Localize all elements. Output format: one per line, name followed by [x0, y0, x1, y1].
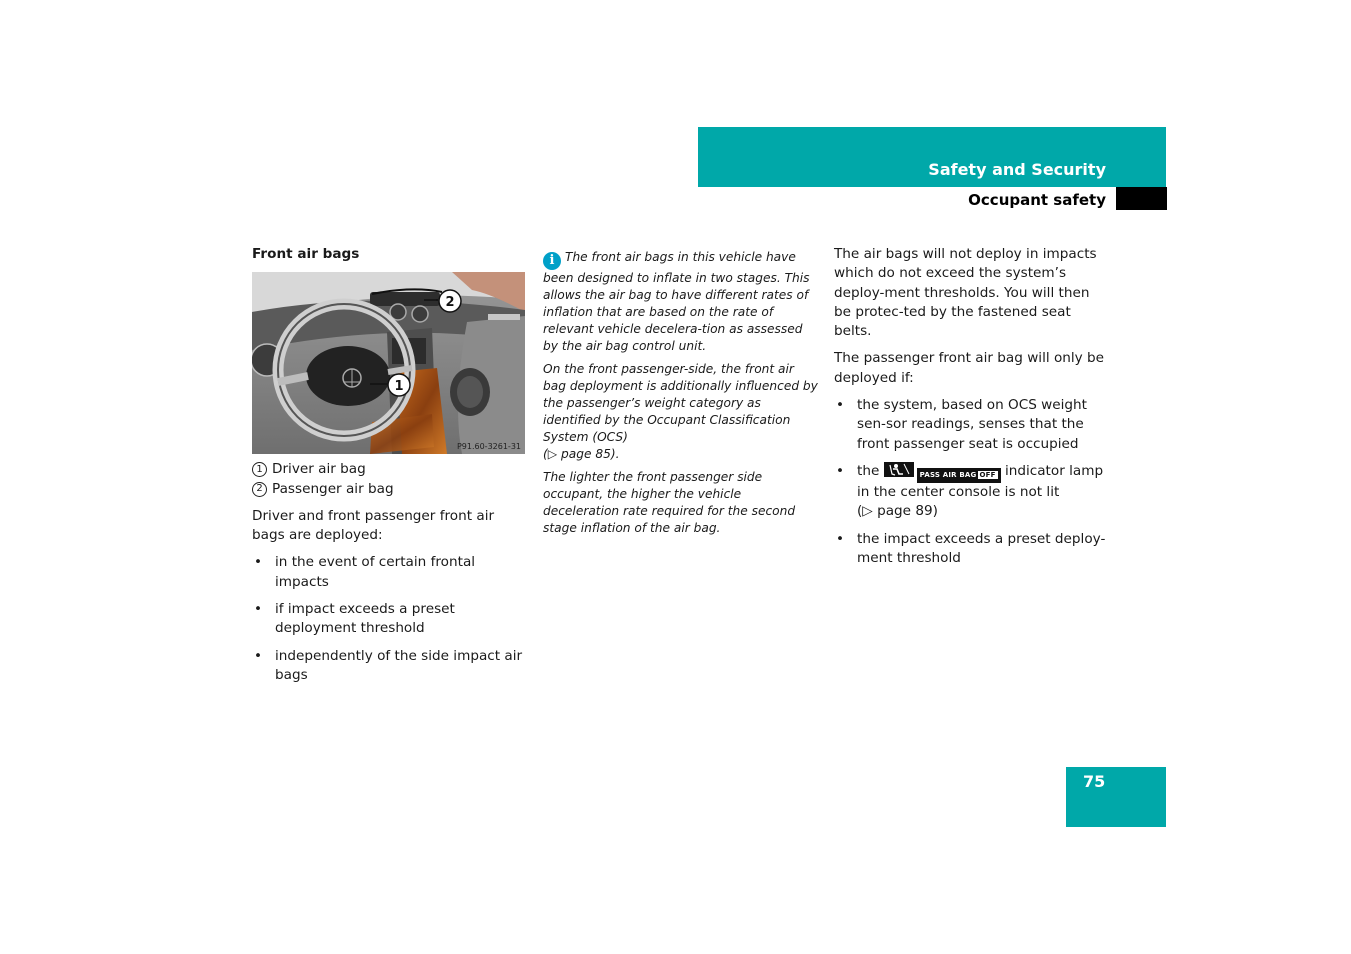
- caption-driver-airbag: [252, 460, 528, 479]
- note-text-1: The front air bags in this vehicle have been designed to inflate in two stages. This allows the air bag to have different rates of inflation that are based on the rate of relevant vehicle decelera-tion as assessed by the air bag control unit.: [543, 250, 810, 353]
- callout-1-label: 1: [394, 379, 404, 395]
- header-tab-marker: [1116, 187, 1167, 210]
- caption-passenger-airbag: [252, 480, 528, 499]
- lamp-off-label: OFF: [979, 470, 996, 479]
- page-reference-85[interactable]: (▷ page 85).: [543, 446, 620, 461]
- note-paragraph-3: The lighter the front passenger side occupant, the higher the vehicle deceleration rate required for the second stage inflation of the air bag.: [543, 469, 796, 535]
- info-icon: i: [543, 252, 561, 270]
- bullet-2-post: indicator lamp in the center console is not lit: [857, 462, 1104, 500]
- child-seat-icon: [884, 462, 914, 477]
- left-column: [252, 245, 528, 693]
- list-item: • if impact exceeds a preset deployment threshold: [252, 600, 528, 639]
- caption-number-2: 2: [252, 482, 267, 497]
- list-item: • the system, based on OCS weight sen-sor readings, senses that the front passenger seat is occupied: [834, 396, 1110, 454]
- page-number: 75: [1083, 772, 1106, 791]
- caption-number-1: 1: [252, 462, 267, 477]
- caption-label-1: Driver air bag: [272, 461, 366, 478]
- section-title: Safety and Security: [928, 160, 1106, 179]
- section-heading: Front air bags: [252, 246, 360, 262]
- subsection-title: Occupant safety: [968, 191, 1106, 209]
- list-item: • independently of the side impact air bags: [252, 647, 528, 686]
- callout-2-label: 2: [445, 295, 455, 311]
- figure-code: P91.60-3261-31: [456, 442, 521, 452]
- note-paragraph-2: [543, 361, 819, 463]
- note-paragraph-1: [543, 249, 819, 355]
- deployment-intro: Driver and front passenger front air bags are deployed:: [252, 507, 495, 544]
- page-reference-89[interactable]: (▷ page 89): [857, 503, 938, 520]
- pass-airbag-off-lamp: [917, 468, 1001, 483]
- bullet-2-pre: the: [857, 462, 880, 479]
- body-paragraph-2: The passenger front air bag will only be deployed if:: [834, 350, 1105, 386]
- note-text-2: On the front passenger-side, the front air bag deployment is additionally influenced by the passenger’s weight category as identified by the Occupant Classification System (OCS): [543, 361, 818, 444]
- body-paragraph-1: The air bags will not deploy in impacts which do not exceed the system’s deploy-ment thresholds. You will then be protec-ted by the fastened seat belts.: [834, 246, 1097, 340]
- list-item: • the impact exceeds a preset deploy-ment threshold: [834, 530, 1110, 569]
- caption-label-2: Passenger air bag: [272, 480, 394, 497]
- info-note: [543, 249, 819, 543]
- callout-2: [439, 290, 461, 312]
- conditions-list: [834, 396, 1110, 568]
- list-item: • in the event of certain frontal impacts: [252, 553, 528, 592]
- deployment-list: [252, 553, 528, 685]
- page-number-box: [1066, 767, 1166, 827]
- dashboard-figure: [252, 272, 525, 454]
- lamp-label: PASS AIR BAG: [919, 470, 977, 479]
- list-item: [834, 462, 1110, 522]
- right-column: [834, 245, 1110, 576]
- callout-1: [388, 374, 410, 396]
